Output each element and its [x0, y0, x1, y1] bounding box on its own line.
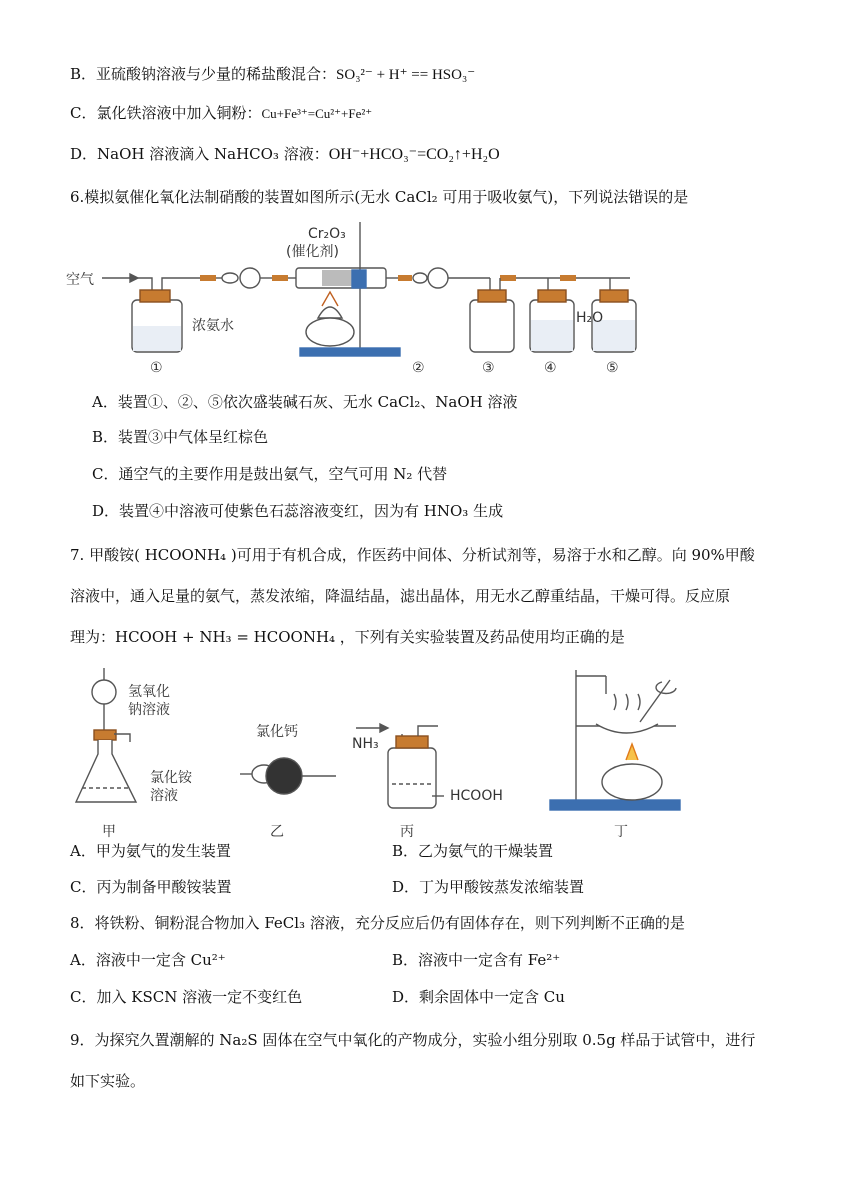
q5-d-equation: OH⁻+HCO₃⁻=CO₂↑+H₂O — [328, 146, 500, 163]
fig7-yi-label: 氯化钙 — [256, 724, 298, 740]
fig6-catalyst-formula: Cr₂O₃ — [308, 226, 346, 242]
q7-option-c: C．丙为制备甲酸铵装置 — [70, 878, 232, 896]
q6-apparatus-figure — [60, 222, 680, 380]
q5-d-text: D．NaOH 溶液滴入 NaHCO₃ 溶液： — [70, 145, 329, 163]
fig7-bing-liquid: HCOOH — [450, 788, 503, 804]
q7-stem-line1: 7. 甲酸铵( HCOONH₄ )可用于有机合成，作医药中间体、分析试剂等，易溶于水和乙醇。向 90%甲酸 — [70, 546, 755, 564]
fig6-catalyst-note: (催化剂) — [286, 244, 339, 260]
fig7-caption-ding: 丁 — [614, 824, 628, 840]
fig6-num-2: ② — [412, 360, 425, 376]
q8-stem: 8．将铁粉、铜粉混合物加入 FeCl₃ 溶液，充分反应后仍有固体存在，则下列判断不正确的是 — [70, 914, 685, 932]
q5-option-c — [70, 103, 372, 124]
fig6-water-label: H₂O — [576, 310, 604, 326]
fig7-jia-top1: 氢氧化 — [128, 684, 170, 700]
fig7-jia-bot2: 溶液 — [150, 788, 178, 804]
fig6-num-4: ④ — [544, 360, 557, 376]
fig6-num-1: ① — [150, 360, 163, 376]
fig6-reagent-label: 浓氨水 — [192, 318, 234, 334]
q8-option-c: C．加入 KSCN 溶液一定不变红色 — [70, 988, 303, 1006]
fig7-caption-jia: 甲 — [102, 824, 116, 840]
q7-stem-line3: 理为：HCOOH + NH₃ = HCOONH₄ ，下列有关实验装置及药品使用均正确的是 — [70, 628, 625, 646]
q6-option-c: C．通空气的主要作用是鼓出氨气，空气可用 N₂ 代替 — [92, 465, 448, 483]
fig7-jia-bot1: 氯化铵 — [150, 770, 192, 786]
q6-option-b: B．装置③中气体呈红棕色 — [92, 428, 269, 446]
q7-option-a: A．甲为氨气的发生装置 — [70, 842, 231, 860]
q8-option-d: D．剩余固体中一定含 Cu — [392, 988, 565, 1006]
q5-option-b — [70, 64, 475, 85]
q7-apparatus-figure — [66, 664, 706, 842]
fig7-caption-yi: 乙 — [270, 824, 284, 840]
q5-option-d — [70, 144, 500, 165]
q5-b-equation: SO₃²⁻ + H⁺ == HSO₃⁻ — [336, 67, 476, 83]
q7-option-d: D．丁为甲酸铵蒸发浓缩装置 — [392, 878, 585, 896]
q5-b-text: B．亚硫酸钠溶液与少量的稀盐酸混合： — [70, 65, 337, 83]
q7-stem-line2: 溶液中，通入足量的氨气，蒸发浓缩，降温结晶，滤出晶体，用无水乙醇重结晶，干燥可得。反应原 — [70, 587, 731, 605]
fig6-num-5: ⑤ — [606, 360, 619, 376]
q5-c-equation: Cu+Fe³⁺=Cu²⁺+Fe²⁺ — [261, 106, 373, 121]
q8-option-a: A．溶液中一定含 Cu²⁺ — [70, 951, 226, 969]
q9-stem-line1: 9．为探究久置潮解的 Na₂S 固体在空气中氧化的产物成分，实验小组分别取 0.5g 样品于试管中，进行 — [70, 1031, 756, 1049]
q6-option-d: D．装置④中溶液可使紫色石蕊溶液变红，因为有 HNO₃ 生成 — [92, 502, 504, 520]
q6-option-a: A．装置①、②、⑤依次盛装碱石灰、无水 CaCl₂、NaOH 溶液 — [92, 393, 518, 411]
q8-option-b: B．溶液中一定含有 Fe²⁺ — [392, 951, 561, 969]
fig7-bing-gas: NH₃ — [352, 736, 379, 752]
fig6-air-label: 空气 — [66, 272, 94, 288]
q9-stem-line2: 如下实验。 — [70, 1072, 146, 1090]
q6-stem: 6.模拟氨催化氧化法制硝酸的装置如图所示(无水 CaCl₂ 可用于吸收氨气)，下列说法错误的是 — [70, 188, 689, 206]
q7-option-b: B．乙为氨气的干燥装置 — [392, 842, 554, 860]
fig6-num-3: ③ — [482, 360, 495, 376]
q5-c-text: C．氯化铁溶液中加入铜粉： — [70, 104, 262, 122]
fig7-jia-top2: 钠溶液 — [128, 702, 170, 718]
fig7-caption-bing: 丙 — [400, 824, 414, 840]
